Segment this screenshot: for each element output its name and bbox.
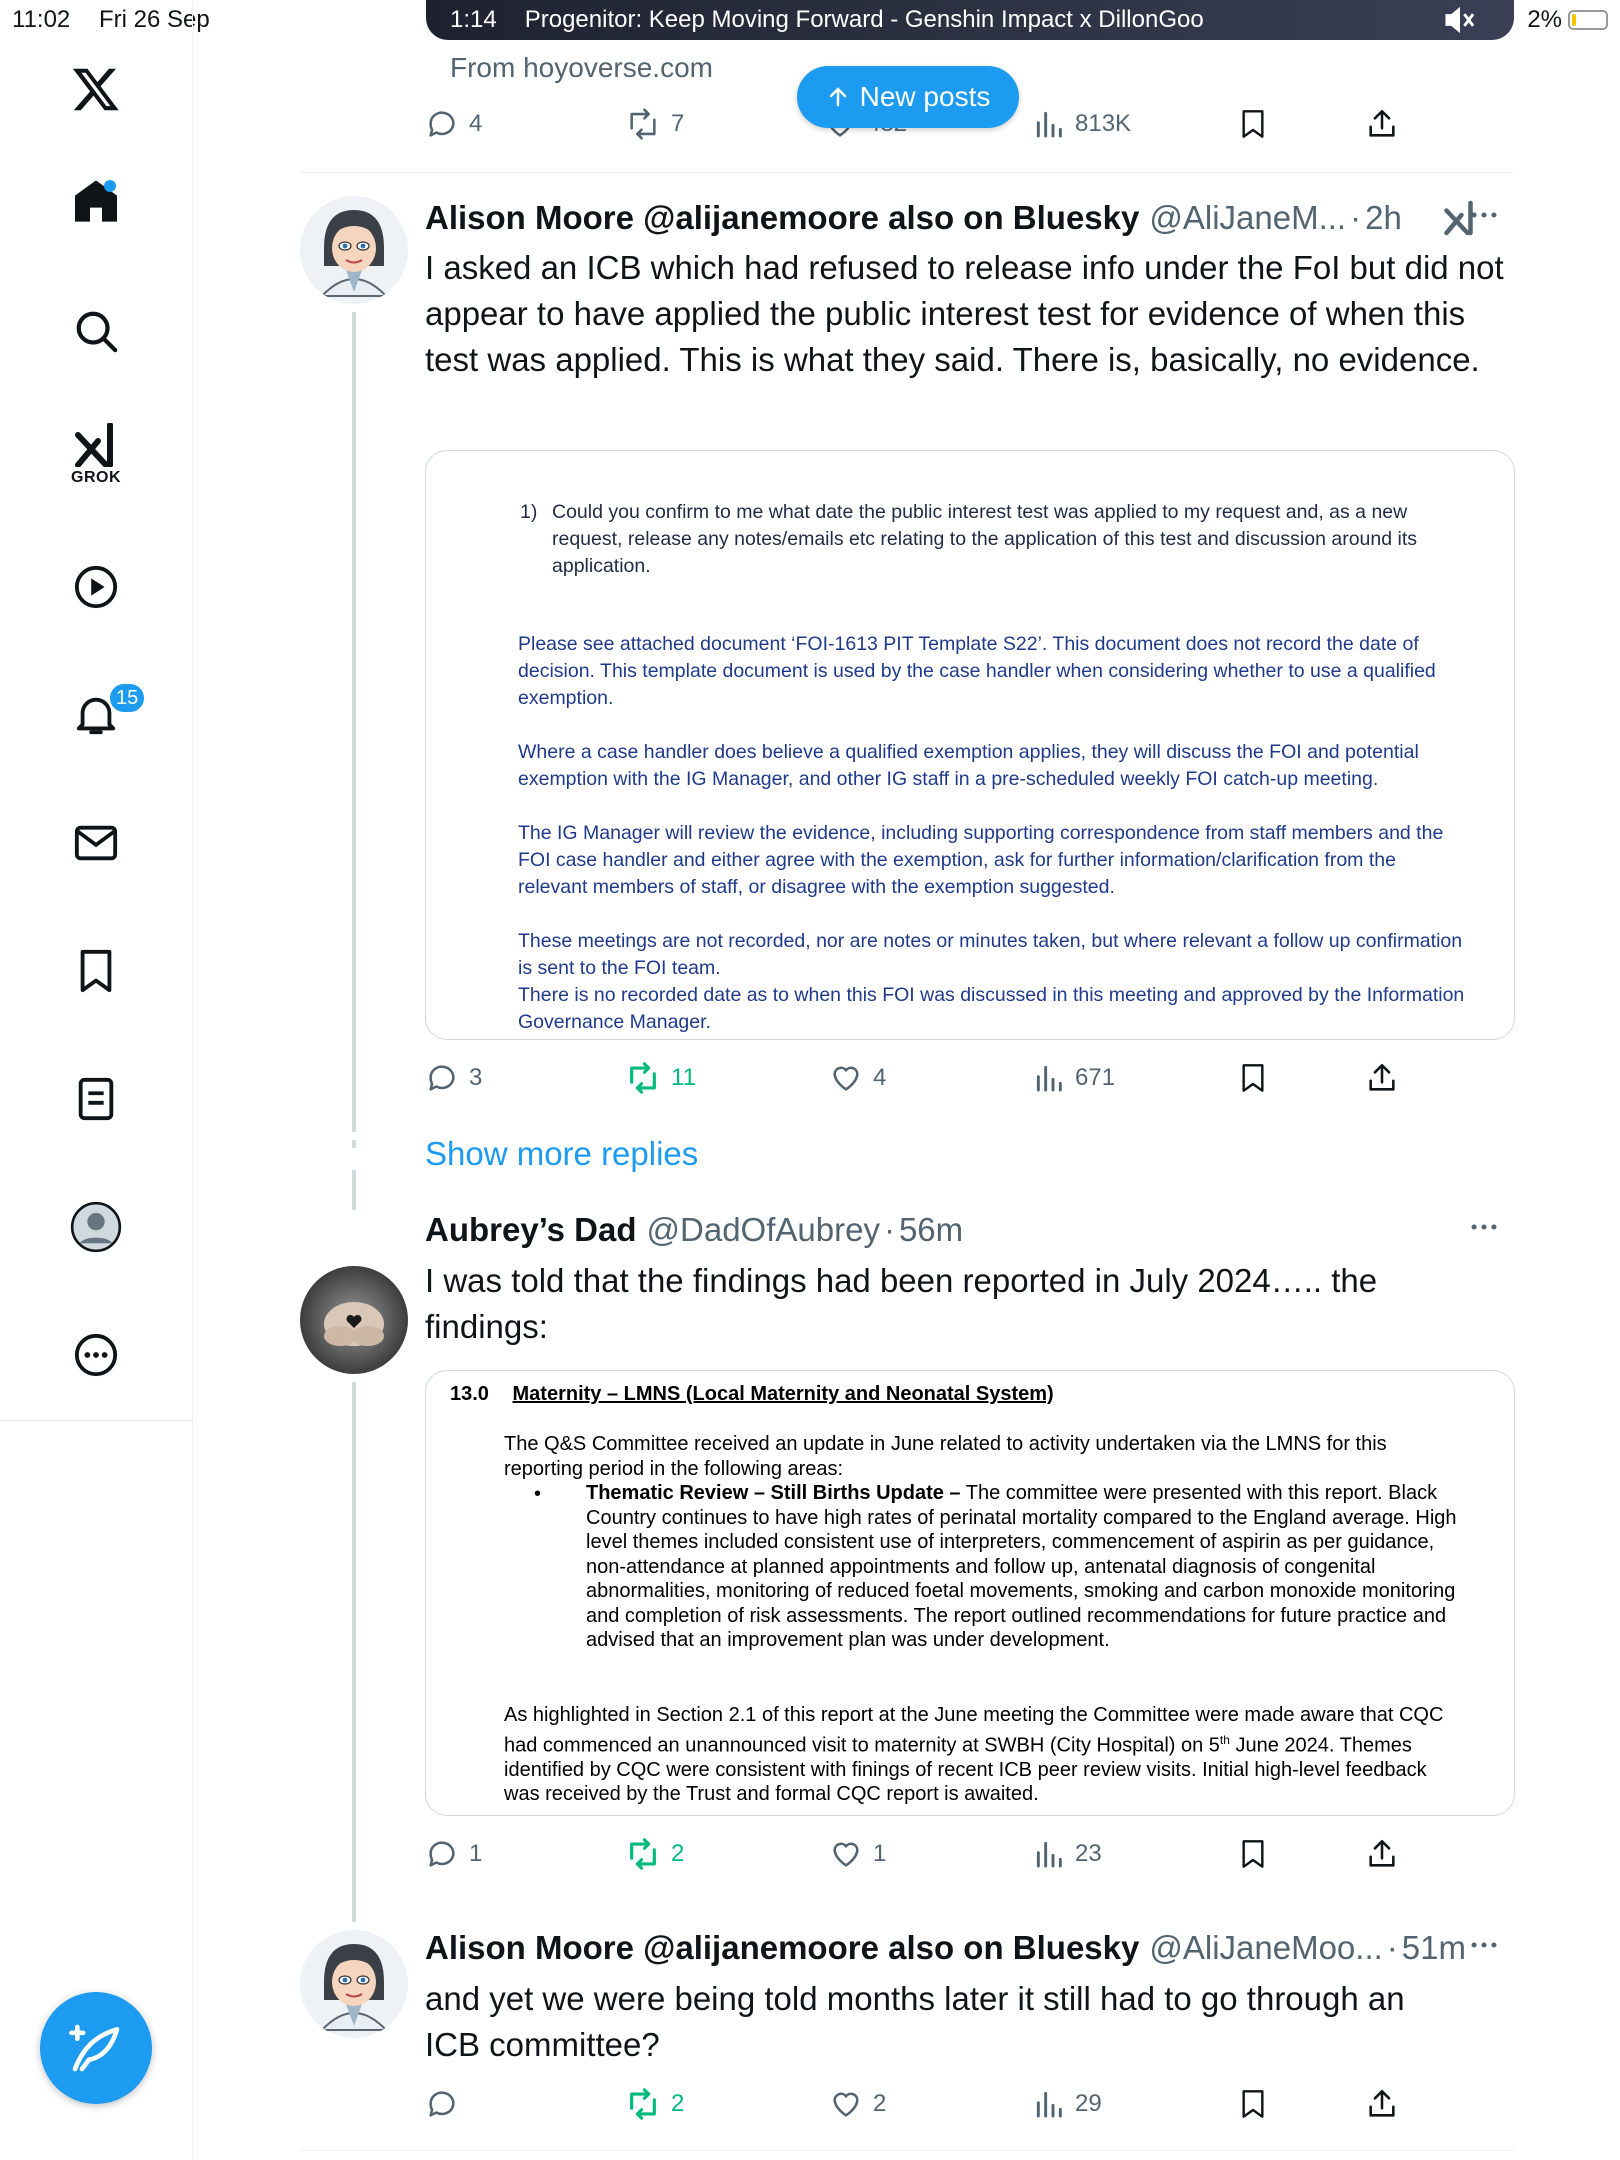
- sidebar-item-lists[interactable]: [46, 1054, 146, 1144]
- status-bar-right: [1527, 6, 1608, 34]
- like-count: 4: [873, 1064, 887, 1091]
- avatar[interactable]: [300, 1930, 408, 2038]
- views-button[interactable]: [1033, 2082, 1102, 2126]
- new-posts-button[interactable]: [797, 66, 1019, 128]
- sidebar-nav: [0, 0, 193, 2160]
- sidebar-item-video[interactable]: [46, 542, 146, 632]
- repost-icon: [625, 1061, 661, 1095]
- share-button[interactable]: [1365, 102, 1399, 146]
- views-chart-icon: [1033, 1838, 1065, 1870]
- view-count: 671: [1075, 1064, 1116, 1091]
- bookmark-icon: [1237, 107, 1269, 141]
- post-time[interactable]: 2h: [1365, 199, 1402, 236]
- like-count: 2: [873, 2090, 887, 2117]
- author-name[interactable]: Alison Moore @alijanemoore also on Bluesky: [425, 199, 1140, 236]
- list-icon: [73, 1076, 119, 1122]
- mute-icon[interactable]: [1442, 4, 1478, 36]
- heart-icon: [829, 1837, 863, 1871]
- bookmark-button[interactable]: [1237, 2082, 1269, 2126]
- new-posts-label: New posts: [859, 81, 991, 112]
- doc-closing-sup: th: [1219, 1732, 1230, 1747]
- view-count: 29: [1075, 2090, 1102, 2117]
- reply-button[interactable]: [425, 102, 482, 146]
- x-logo-icon: [71, 64, 121, 114]
- view-count: 23: [1075, 1840, 1102, 1867]
- tweet-header: [425, 196, 1515, 240]
- home-unread-dot: [104, 180, 116, 192]
- doc-section-heading: [450, 1383, 1054, 1406]
- tweet-actions: [425, 1056, 1425, 1100]
- tweet-image-document[interactable]: [425, 1370, 1515, 1816]
- doc-intro-paragraph: The Q&S Committee received an update in June related to activity undertaken via the LMNS for this reporting period in the following areas:: [504, 1433, 1387, 1480]
- reply-count: 3: [469, 1064, 483, 1091]
- like-button[interactable]: [829, 1056, 886, 1100]
- doc-answer-paragraph: Please see attached document ‘FOI-1613 PIT Template S22’. This document does not record the date of decision. This template document is used by the case handler when considering whether to use a qualified exemption.: [518, 633, 1436, 709]
- doc-section-number: 13.0: [450, 1383, 489, 1405]
- search-icon: [73, 308, 119, 354]
- avatar[interactable]: [300, 1266, 408, 1374]
- grok-icon: [71, 423, 121, 467]
- doc-question-text: Could you confirm to me what date the public interest test was applied to my request and, as a new request, release any notes/emails etc relating to the application of this test and discussion around its application.: [552, 501, 1417, 577]
- reply-button[interactable]: [425, 1832, 482, 1876]
- reply-icon: [425, 1061, 459, 1095]
- repost-button[interactable]: [625, 2082, 684, 2126]
- tweet-actions: [425, 2082, 1425, 2126]
- views-chart-icon: [1033, 108, 1065, 140]
- doc-bullet-text: [586, 1481, 1466, 1653]
- bookmark-icon: [73, 948, 119, 994]
- tweet-header: [425, 1208, 1515, 1252]
- doc-question-number: 1): [520, 501, 538, 523]
- share-icon: [1365, 1837, 1399, 1871]
- dot-separator: ·: [883, 1211, 895, 1248]
- sidebar-item-more[interactable]: [46, 1310, 146, 1400]
- doc-closing-part-a: As highlighted in Section 2.1 of this report at the June meeting the Committee were made aware that CQC had commenced an unannounced visit to maternity at SWBH (City Hospital) on 5: [504, 1704, 1444, 1757]
- doc-closing-part-b: June 2024. Themes identified by CQC were consistent with finings of recent ICB peer review visits. Initial high-level feedback was received by the Trust and formal CQC report is awaited.: [504, 1734, 1427, 1806]
- author-name[interactable]: Aubrey’s Dad: [425, 1211, 637, 1248]
- doc-closing-paragraph: [504, 1703, 1464, 1807]
- like-button[interactable]: [829, 2082, 886, 2126]
- post-time[interactable]: 56m: [898, 1211, 964, 1248]
- sidebar-separator: [0, 1420, 193, 1421]
- heart-icon: [829, 1061, 863, 1095]
- sidebar-item-explore[interactable]: [46, 286, 146, 376]
- doc-section-title: Maternity – LMNS (Local Maternity and Neonatal System): [512, 1383, 1054, 1405]
- doc-bullet-marker: •: [534, 1483, 542, 1505]
- doc-answer-paragraph: There is no recorded date as to when this FOI was discussed in this meeting and approved by the Information Governance Manager.: [518, 984, 1465, 1033]
- play-icon: [73, 564, 119, 610]
- bookmark-button[interactable]: [1237, 1832, 1269, 1876]
- repost-icon: [625, 107, 661, 141]
- mail-icon: [73, 820, 119, 866]
- author-name[interactable]: Alison Moore @alijanemoore also on Bluesky: [425, 1929, 1140, 1966]
- more-circle-icon: [73, 1332, 119, 1378]
- hands-heart-avatar-image: [300, 1266, 408, 1374]
- sidebar-item-notifications[interactable]: [46, 670, 146, 760]
- repost-button[interactable]: [625, 1056, 696, 1100]
- bookmark-button[interactable]: [1237, 1056, 1269, 1100]
- views-chart-icon: [1033, 2088, 1065, 2120]
- tweet-text: and yet we were being told months later it still had to go through an ICB committee?: [425, 1980, 1405, 2063]
- thread-line-dots: [352, 1140, 356, 1148]
- share-icon: [1365, 1061, 1399, 1095]
- doc-question: [520, 499, 1452, 580]
- repost-button[interactable]: [625, 1832, 684, 1876]
- more-options-icon[interactable]: [1467, 198, 1501, 232]
- tweet-header: [425, 1926, 1515, 1970]
- doc-answer-paragraph: Where a case handler does believe a qualified exemption applies, they will discuss the FOI and potential exemption with the IG Manager, and other IG staff in a pre-scheduled weekly FOI catch-up meeting.: [518, 741, 1419, 790]
- author-handle[interactable]: @AliJaneMoo...: [1149, 1929, 1383, 1966]
- bookmark-icon: [1237, 2087, 1269, 2121]
- share-button[interactable]: [1365, 2082, 1399, 2126]
- more-options-icon[interactable]: [1467, 1210, 1501, 1244]
- author-handle[interactable]: @AliJaneM...: [1149, 199, 1347, 236]
- profile-avatar-icon: [70, 1201, 122, 1253]
- grok-label: GROK: [71, 469, 121, 486]
- thread-line: [352, 1170, 356, 1210]
- thread-line: [352, 312, 356, 1132]
- battery-icon: [1568, 10, 1608, 30]
- repost-count: 2: [671, 2090, 685, 2117]
- tweet-text: I was told that the findings had been reported in July 2024….. the findings:: [425, 1262, 1378, 1345]
- view-count: 813K: [1075, 110, 1132, 137]
- views-button[interactable]: [1033, 1056, 1115, 1100]
- status-time: 11:02: [12, 6, 71, 33]
- sidebar-item-profile[interactable]: [46, 1182, 146, 1272]
- views-button[interactable]: [1033, 102, 1131, 146]
- reply-button[interactable]: [425, 2082, 469, 2126]
- thread-line: [352, 1382, 356, 1922]
- heart-icon: [829, 2087, 863, 2121]
- author-handle[interactable]: @DadOfAubrey: [646, 1211, 880, 1248]
- notifications-badge: 15: [108, 682, 146, 714]
- bookmark-icon: [1237, 1837, 1269, 1871]
- cartoon-avatar-image: [300, 1930, 408, 2038]
- repost-count: 11: [671, 1064, 696, 1091]
- more-options-icon[interactable]: [1467, 1928, 1501, 1962]
- tweet-actions: [425, 1832, 1425, 1876]
- repost-button[interactable]: [625, 102, 684, 146]
- dot-separator: ·: [1350, 199, 1362, 236]
- sidebar-item-grok[interactable]: [46, 410, 146, 500]
- video-title: Progenitor: Keep Moving Forward - Genshin Impact x DillonGoo: [524, 6, 1204, 33]
- share-button[interactable]: [1365, 1832, 1399, 1876]
- share-button[interactable]: [1365, 1056, 1399, 1100]
- views-chart-icon: [1033, 1062, 1065, 1094]
- divider: [300, 2150, 1515, 2151]
- repost-count: 2: [671, 1840, 685, 1867]
- bookmark-button[interactable]: [1237, 102, 1269, 146]
- divider: [300, 172, 1515, 173]
- x-logo[interactable]: [46, 44, 146, 134]
- doc-bullet-body: The committee were presented with this report. Black Country continues to have high rates of perinatal mortality compared to the England average. High level themes included consistent use of interpreters, commencement of aspirin as per guidance, non-attendance at planned appointments and follow up, antenatal diagnosis of congenital abnormalities, monitoring of reduced foetal movements, smoking and carbon monoxide monitoring and completion of risk assessments. The report outlined recommendations for future practice and advised that an improvement plan was under development.: [586, 1482, 1457, 1651]
- sidebar-item-home[interactable]: [46, 156, 146, 246]
- repost-icon: [625, 2087, 661, 2121]
- reply-count: 1: [469, 1840, 483, 1867]
- doc-answer-paragraph: These meetings are not recorded, nor are notes or minutes taken, but where relevant a follow up confirmation is sent to the FOI team.: [518, 930, 1463, 979]
- reply-icon: [425, 2087, 459, 2121]
- repost-count: 7: [671, 110, 685, 137]
- like-button[interactable]: [829, 1832, 886, 1876]
- sidebar-item-bookmarks[interactable]: [46, 926, 146, 1016]
- tweet-text: I asked an ICB which had refused to release info under the FoI but did not appear to have applied the public interest test for evidence of when this test was applied. This is what they said. There is, basically, no evidence.: [425, 249, 1504, 378]
- doc-bullet-title: Thematic Review – Still Births Update –: [586, 1482, 961, 1504]
- dot-separator: ·: [1386, 1929, 1398, 1966]
- share-icon: [1365, 2087, 1399, 2121]
- reply-count: 4: [469, 110, 483, 137]
- like-count: 1: [873, 1840, 887, 1867]
- doc-answer-paragraph: The IG Manager will review the evidence, including supporting correspondence from staff members and the FOI case handler and either agree with the exemption, ask for further information/clarification from the relevant members of staff, or disagree with the exemption suggested.: [518, 822, 1444, 898]
- arrow-up-icon: [826, 85, 850, 109]
- tweet-image-document[interactable]: [425, 450, 1515, 1040]
- show-more-replies-link[interactable]: Show more replies: [425, 1135, 699, 1172]
- avatar[interactable]: [300, 196, 408, 304]
- reply-button[interactable]: [425, 1056, 482, 1100]
- sidebar-item-messages[interactable]: [46, 798, 146, 888]
- post-time[interactable]: 51m: [1401, 1929, 1466, 1966]
- compose-feather-icon: [68, 2020, 124, 2076]
- bookmark-icon: [1237, 1061, 1269, 1095]
- reply-icon: [425, 107, 459, 141]
- repost-icon: [625, 1837, 661, 1871]
- status-date: Fri 26 Sep: [98, 6, 210, 33]
- compose-post-button[interactable]: [40, 1992, 152, 2104]
- cartoon-avatar-image: [300, 196, 408, 304]
- reply-icon: [425, 1837, 459, 1871]
- share-icon: [1365, 107, 1399, 141]
- link-source[interactable]: From hoyoverse.com: [450, 52, 713, 83]
- battery-percent: 2%: [1527, 6, 1562, 33]
- views-button[interactable]: [1033, 1832, 1102, 1876]
- video-time: 1:14: [450, 6, 497, 33]
- video-mini-player[interactable]: [426, 0, 1514, 40]
